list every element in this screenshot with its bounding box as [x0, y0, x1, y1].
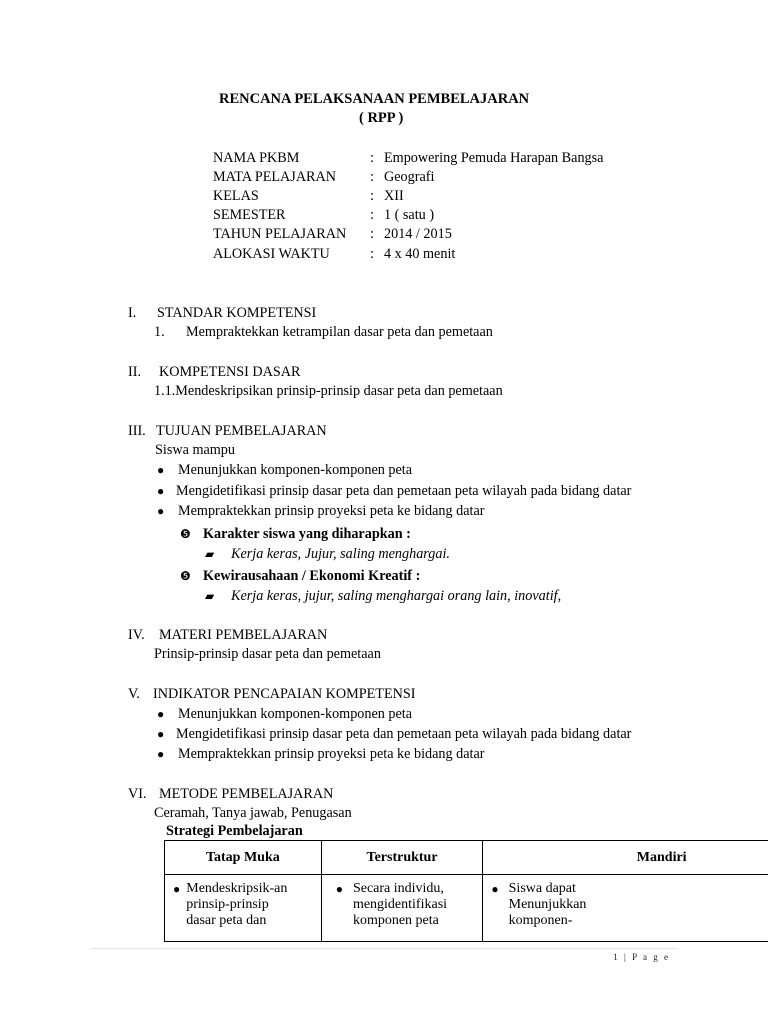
identity-value-tahun-pelajaran: 2014 / 2015 — [384, 226, 452, 242]
section-heading-indikator: INDIKATOR PENCAPAIAN KOMPETENSI — [153, 686, 416, 702]
section-number: V. — [128, 686, 140, 702]
identity-colon: : — [370, 207, 374, 223]
kewirausahaan-heading: Kewirausahaan / Ekonomi Kreatif : — [203, 568, 421, 584]
tujuan-bullet-item: Mempraktekkan prinsip proyeksi peta ke bidang datar — [178, 503, 485, 519]
identity-value-nama-pkbm: Empowering Pemuda Harapan Bangsa — [384, 150, 604, 166]
tujuan-intro: Siswa mampu — [155, 442, 235, 458]
identity-value-semester: 1 ( satu ) — [384, 207, 435, 223]
identity-label-nama-pkbm: NAMA PKBM — [213, 150, 300, 166]
section-number: IV. — [128, 627, 145, 643]
table-cell-text: Secara individu, mengidentifikasi komponen peta — [352, 881, 448, 928]
identity-value-mata-pelajaran: Geografi — [384, 169, 435, 185]
square-bullet-icon: ▰ — [205, 589, 215, 603]
bullet-icon: ● — [157, 707, 165, 721]
footer-divider — [91, 948, 678, 949]
kewirausahaan-text: Kerja keras, jujur, saling menghargai orang lain, inovatif, — [231, 588, 562, 604]
indikator-bullet-item: Mempraktekkan prinsip proyeksi peta ke bidang datar — [178, 746, 485, 762]
numbered-circle-icon: ❺ — [180, 569, 191, 583]
table-row — [165, 875, 768, 942]
identity-label-semester: SEMESTER — [213, 207, 286, 223]
identity-colon: : — [370, 188, 374, 204]
indikator-bullet-item: Mengidetifikasi prinsip dasar peta dan pemetaan peta wilayah pada bidang datar — [176, 726, 632, 742]
bullet-icon: ● — [157, 727, 165, 741]
table-header-terstruktur: Terstruktur — [321, 841, 483, 875]
metode-text: Ceramah, Tanya jawab, Penugasan — [154, 805, 352, 821]
karakter-text: Kerja keras, Jujur, saling menghargai. — [231, 546, 450, 562]
bullet-icon: ● — [491, 882, 499, 896]
table-cell — [321, 875, 483, 942]
identity-colon: : — [370, 246, 374, 262]
document-subtitle: ( RPP ) — [359, 110, 404, 126]
bullet-icon: ● — [335, 882, 343, 896]
section-heading-standar-kompetensi: STANDAR KOMPETENSI — [157, 305, 317, 321]
bullet-icon: ● — [173, 882, 181, 896]
table-cell-text: Siswa dapat Menunjukkan komponen- — [508, 881, 587, 928]
bullet-icon: ● — [157, 747, 165, 761]
table-header-row — [165, 841, 768, 875]
kompetensi-dasar-item: 1.1.Mendeskripsikan prinsip-prinsip dasar peta dan pemetaan — [154, 383, 503, 399]
identity-colon: : — [370, 226, 374, 242]
identity-label-alokasi-waktu: ALOKASI WAKTU — [213, 246, 330, 262]
identity-colon: : — [370, 150, 374, 166]
standar-kompetensi-item: Mempraktekkan ketrampilan dasar peta dan pemetaan — [186, 324, 493, 340]
table-header-tatap-muka: Tatap Muka — [165, 841, 322, 875]
section-number: I. — [128, 305, 137, 321]
document-title: RENCANA PELAKSANAAN PEMBELAJARAN — [219, 91, 530, 107]
bullet-icon: ● — [157, 504, 165, 518]
identity-colon: : — [370, 169, 374, 185]
table-cell-text: Mendeskripsik-an prinsip-prinsip dasar peta dan — [186, 881, 288, 928]
section-heading-materi-pembelajaran: MATERI PEMBELAJARAN — [159, 627, 328, 643]
strategy-table — [164, 840, 768, 942]
identity-label-mata-pelajaran: MATA PELAJARAN — [213, 169, 337, 185]
numbered-circle-icon: ❺ — [180, 527, 191, 541]
page-number: 1 | P a g e — [613, 952, 670, 962]
identity-value-kelas: XII — [384, 188, 404, 204]
table-header-mandiri: Mandiri — [483, 841, 768, 875]
section-heading-metode: METODE PEMBELAJARAN — [159, 786, 334, 802]
karakter-heading: Karakter siswa yang diharapkan : — [203, 526, 411, 542]
strategi-heading: Strategi Pembelajaran — [166, 823, 303, 839]
section-number: II. — [128, 364, 141, 380]
section-number: VI. — [128, 786, 147, 802]
table-cell — [165, 875, 322, 942]
section-heading-tujuan-pembelajaran: TUJUAN PEMBELAJARAN — [156, 423, 327, 439]
indikator-bullet-item: Menunjukkan komponen-komponen peta — [178, 706, 413, 722]
bullet-icon: ● — [157, 484, 165, 498]
identity-label-tahun-pelajaran: TAHUN PELAJARAN — [213, 226, 347, 242]
section-heading-kompetensi-dasar: KOMPETENSI DASAR — [159, 364, 301, 380]
table-cell — [483, 875, 768, 942]
tujuan-bullet-item: Mengidetifikasi prinsip dasar peta dan pemetaan peta wilayah pada bidang datar — [176, 483, 632, 499]
section-number: III. — [128, 423, 146, 439]
list-item-number: 1. — [154, 324, 165, 340]
materi-text: Prinsip-prinsip dasar peta dan pemetaan — [154, 646, 381, 662]
square-bullet-icon: ▰ — [205, 547, 215, 561]
bullet-icon: ● — [157, 463, 165, 477]
tujuan-bullet-item: Menunjukkan komponen-komponen peta — [178, 462, 413, 478]
identity-value-alokasi-waktu: 4 x 40 menit — [384, 246, 456, 262]
identity-label-kelas: KELAS — [213, 188, 259, 204]
